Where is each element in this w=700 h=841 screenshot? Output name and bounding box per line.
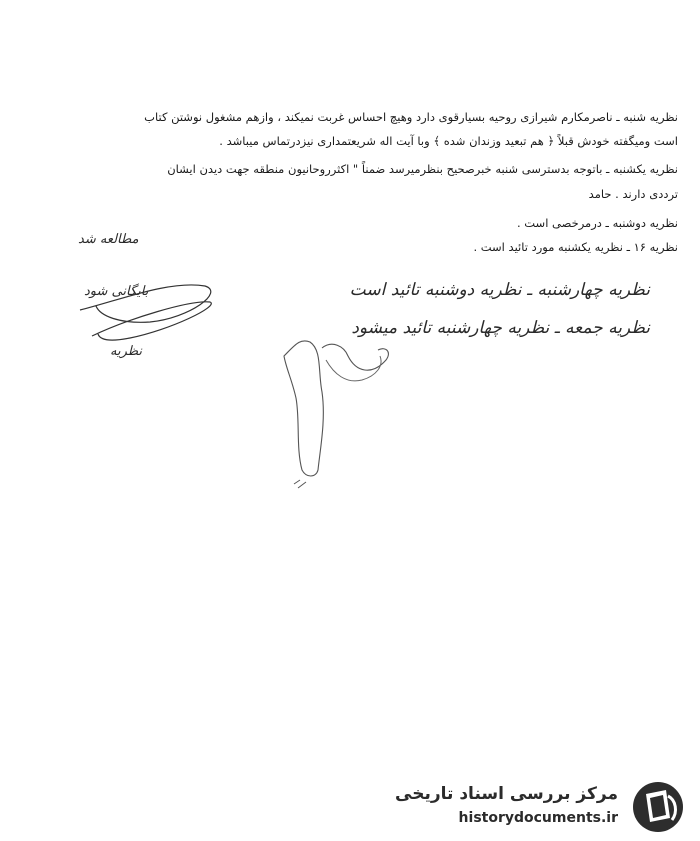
handwritten-right-note-2: نظریه جمعه ـ نظریه چهارشنبه تائید میشود	[351, 318, 650, 338]
typed-line-1: نظریه شنبه ـ ناصرمکارم شیرازی روحیه بسیارقوی دارد وهیچ احساس غربت نمیکند ، وازهم مشغول نوشتن کتاب	[144, 110, 678, 124]
typed-line-4: ترددی دارند . حامد	[588, 187, 678, 201]
large-handwritten-mark-curl	[326, 356, 381, 381]
handwritten-right-note-1: نظریه چهارشنبه ـ نظریه دوشنبه تائید است	[349, 280, 650, 300]
typed-line-6: نظریه ۱۶ ـ نظریه یکشنبه مورد تائید است .	[473, 240, 678, 254]
left-signature-loop	[92, 302, 211, 340]
document-archive-logo-icon	[630, 780, 686, 834]
watermark-url: historydocuments.ir	[458, 810, 618, 826]
large-handwritten-mark	[284, 341, 323, 476]
handwritten-left-note-1: مطالعه شد	[78, 232, 139, 247]
large-handwritten-mark-hook	[322, 344, 388, 370]
watermark-title: مرکز بررسی اسناد تاریخی	[395, 784, 618, 804]
typed-line-3: نظریه یکشنبه ـ باتوجه بدسترسی شنبه خبرصحیح بنظرمیرسد ضمناً " اکثرروحانیون منطقه جهت دیدن ایشان	[167, 162, 678, 176]
small-mark	[294, 480, 306, 488]
handwritten-left-note-3: نظریه	[110, 344, 143, 359]
handwritten-left-note-2: بایگانی شود	[84, 284, 149, 299]
watermark	[395, 778, 690, 834]
typed-line-5: نظریه دوشنبه ـ درمرخصی است .	[516, 216, 678, 230]
typed-line-2: است ومیگفته خودش قبلاً ﴿ هم تبعید وزندان شده ﴾ وبا آیت اله شریعتمداری نیزدرتماس میباشد .	[219, 134, 678, 148]
